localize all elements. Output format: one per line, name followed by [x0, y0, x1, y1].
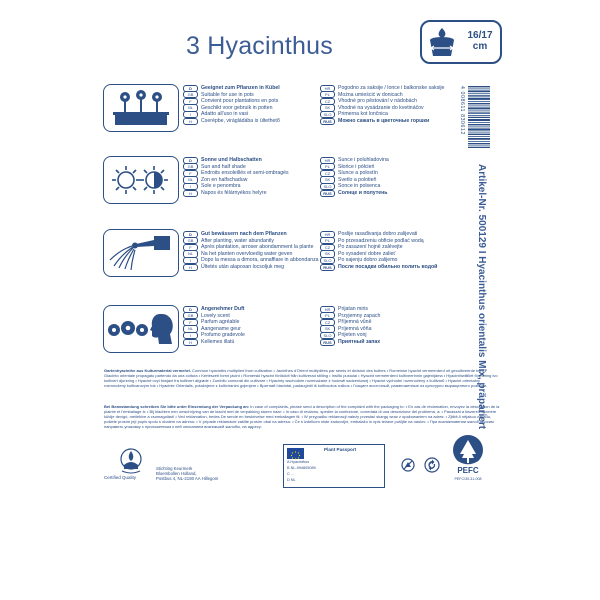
lang-code: SLO — [320, 111, 335, 118]
list-item — [320, 170, 455, 177]
list-item — [183, 238, 313, 245]
lang-code: HR — [320, 85, 335, 92]
lang-code: HR — [320, 231, 335, 238]
propagation-note-text: Common hyacinths multiplied from cultivation • Jacinthes d'Orient multipliées par semis et division des bulbes • Romeinse hyacint vermeerderd uit gecultiveerde teelt • Giacinto orientale propagato partendo da una coltura • Kertészeti forrni jácint • Romerski hyacint föröködt från kultiverad stilling • Insiltó pustulai • Hyacint vermeerderd kultiveerinnin gajenijáma • Hyacinthwilliliet förmering ivo kultivert djurkring • Hyacint·ovyi fówjáct fra kultivert afgrøde • Zumbllo comunál din cultivare • Hyacinty wschodnie rozmnażane z hodowli sadzeniowej • Hyacint východní rozmnožený z kultivarů • Hyacint orientalny rozmnožený kultivarovým tok • Hyacinte Orientalis, potaknjene z kultiviranim gojenjem • Вритнай hiacintai, padaugintii iš kultivuotos ruškos • Гиацинт восточный, размноженные из культурно выращенного розеоди. — [104, 368, 498, 389]
list-item — [183, 111, 313, 118]
list-item-text: Po zasazení hojně zalévejte — [338, 244, 403, 251]
propagation-note-lead: Gartenhyazinthe aus Kulturmaterial vermehrt. — [104, 368, 191, 373]
list-item — [183, 164, 313, 171]
list-item-text: Można umieścić w donicach — [338, 91, 403, 98]
list-item — [320, 244, 455, 251]
list-item — [183, 170, 313, 177]
lang-code: PL — [320, 163, 335, 170]
article-number-text: Artikel-Nr. 500129 I Hyacinthus orientalis Mix, präpariert — [476, 164, 487, 430]
list-item — [320, 238, 455, 245]
lang-code: GB — [183, 312, 198, 319]
list-item — [183, 98, 313, 105]
list-item-text: Adatto all'uso in vasi — [201, 111, 249, 118]
section-water-right — [320, 231, 455, 271]
section-sun-left — [183, 157, 313, 197]
lang-code: RUS — [320, 190, 335, 197]
list-item-text: Geschikt voor gebruik in potten — [201, 104, 273, 111]
list-item-text: Slunce a polostín — [338, 170, 378, 177]
list-item-text: Na het planten overvloedig water geven — [201, 250, 293, 257]
list-item — [320, 251, 455, 258]
list-item — [183, 251, 313, 258]
lang-code: NL — [183, 176, 198, 183]
section-pots-left — [183, 85, 313, 125]
list-item — [320, 85, 455, 92]
lang-code: PL — [320, 91, 335, 98]
list-item — [183, 339, 313, 346]
lang-code: RUS — [320, 264, 335, 271]
lang-code: PL — [320, 312, 335, 319]
list-item-text: Słońce i półcień — [338, 163, 375, 170]
plant-passport-b: B NL-994805089 — [287, 466, 316, 470]
list-item-text: Sonce in polsenca — [338, 183, 381, 190]
list-item-text: Po przesadzeniu obficie podlać wodą — [338, 237, 424, 244]
list-item — [320, 177, 455, 184]
list-item-text: Convient pour plantations en pots — [201, 98, 279, 105]
plant-passport-d: D NL — [287, 478, 296, 482]
list-item — [183, 231, 313, 238]
page-title: 3 Hyacinthus — [186, 32, 333, 60]
list-item-text: Солнце и полутень — [338, 189, 388, 196]
list-item-text: Svetlo a polotieň — [338, 176, 377, 183]
list-item — [320, 164, 455, 171]
list-item — [320, 183, 455, 190]
list-item-text: Prijatan miris — [338, 306, 368, 312]
pefc-logo — [448, 432, 488, 486]
list-item-text: Можно сажать в цветочные горшки — [338, 117, 430, 124]
lang-code: I — [183, 332, 198, 339]
list-item — [183, 190, 313, 197]
list-item-text: Aangename geur — [201, 325, 241, 332]
lang-code: H — [183, 118, 198, 125]
list-item — [320, 98, 455, 105]
complaint-note-lead: Bei Beanstandung schreiben Sie bitte unter Einsendung der Verpackung an: — [104, 404, 250, 409]
list-item — [183, 105, 313, 112]
section-sun-right — [320, 157, 455, 197]
list-item — [320, 326, 455, 333]
fragrance-icon — [103, 305, 179, 353]
list-item-text: Sun and half shade — [201, 163, 246, 170]
lang-code: CZ — [320, 170, 335, 177]
lang-code: I — [183, 183, 198, 190]
lang-code: RUS — [320, 118, 335, 125]
list-item-text: Gut bewässern nach dem Pflanzen — [201, 231, 287, 237]
list-item — [320, 339, 455, 346]
lang-code: SLO — [320, 332, 335, 339]
barcode — [468, 86, 490, 148]
lang-code: F — [183, 244, 198, 251]
lang-code: RUS — [320, 339, 335, 346]
list-item-text: Napos és félárnyékos helyre — [201, 189, 267, 196]
pefc-label: PEFC — [457, 466, 479, 475]
list-item — [183, 177, 313, 184]
certified-quality-logo — [118, 447, 144, 475]
list-item — [320, 319, 455, 326]
lang-code: F — [183, 319, 198, 326]
lang-code: D — [183, 231, 198, 238]
lang-code: CZ — [320, 244, 335, 251]
section-scent-left — [183, 306, 313, 346]
list-item — [183, 85, 313, 92]
lang-code: HR — [320, 157, 335, 164]
lang-code: CZ — [320, 98, 335, 105]
list-item — [320, 111, 455, 118]
lang-code: I — [183, 257, 198, 264]
lang-code: PL — [320, 237, 335, 244]
stichting-line3: Postbus 4, NL-2180 AA Hillegom — [156, 476, 219, 482]
section-pots-right — [320, 85, 455, 125]
list-item — [320, 157, 455, 164]
lang-code: SLO — [320, 257, 335, 264]
certified-quality-label: Certified Quality — [104, 475, 137, 480]
list-item — [183, 157, 313, 164]
list-item-text: Geeignet zum Pflanzen in Kübel — [201, 85, 280, 91]
lang-code: H — [183, 190, 198, 197]
list-item-text: Cserépbe, virágládába is ültethető — [201, 117, 280, 124]
list-item-text: Prijeten vonj — [338, 332, 367, 339]
lang-code: NL — [183, 104, 198, 111]
list-item-text: Poslije rasađivanja dobro zalijevati — [338, 231, 418, 237]
list-item-text: Parfum agréable — [201, 319, 240, 326]
lang-code: D — [183, 306, 198, 313]
lang-code: D — [183, 157, 198, 164]
list-item-text: Pogodno za saksije / lonce i balkonske saksije — [338, 85, 445, 91]
lang-code: HR — [320, 306, 335, 313]
list-item-text: Sole e penombra — [201, 183, 241, 190]
pot-size-line2: cm — [472, 41, 488, 52]
list-item — [320, 92, 455, 99]
lang-code: H — [183, 339, 198, 346]
list-item — [320, 257, 455, 264]
section-water-left — [183, 231, 319, 271]
list-item — [320, 231, 455, 238]
list-item — [320, 118, 455, 125]
plant-passport-a: A Hyacinthus — [287, 460, 310, 464]
stichting-line2: Bloembollen Holland, — [156, 471, 197, 477]
list-item-text: Po sajenju dobro zalijemo — [338, 257, 398, 264]
list-item-text: Po vysadení dobre zalieť — [338, 250, 396, 257]
list-item — [183, 326, 313, 333]
list-item-text: Endroits ensoleillés et semi-ombragés — [201, 170, 289, 177]
eu-flag-icon — [287, 448, 304, 459]
plant-passport-title: Plant Passport — [324, 447, 357, 452]
lang-code: F — [183, 170, 198, 177]
lang-code: F — [183, 98, 198, 105]
pot-size-icon — [424, 24, 460, 60]
lang-code: SK — [320, 325, 335, 332]
list-item-text: Suitable for use in pots — [201, 91, 254, 98]
lang-code: GB — [183, 163, 198, 170]
list-item — [320, 105, 455, 112]
list-item — [320, 190, 455, 197]
lang-code: NL — [183, 250, 198, 257]
flower-box-icon — [103, 84, 179, 132]
no-litter-icon — [401, 458, 415, 472]
plant-passport-c: C ... — [287, 472, 294, 476]
lang-code: I — [183, 111, 198, 118]
list-item — [183, 264, 313, 271]
list-item-text: Dopo la messa a dimora, annaffiare in abbondanza — [201, 257, 319, 264]
list-item-text: Angenehmer Duft — [201, 306, 245, 312]
lang-code: D — [183, 85, 198, 92]
pot-size-line1: 16/17 — [467, 30, 493, 41]
list-item-text: Príjemná vôňa — [338, 325, 372, 332]
list-item — [183, 92, 313, 99]
lang-code: SK — [320, 176, 335, 183]
list-item-text: Profumo gradevole — [201, 332, 245, 339]
lang-code: SK — [320, 250, 335, 257]
list-item — [183, 313, 313, 320]
list-item-text: После посадки обильно полить водой — [338, 263, 438, 270]
list-item — [183, 257, 319, 264]
pot-size-badge — [420, 20, 502, 64]
list-item — [183, 306, 313, 313]
list-item-text: Vhodné na vysádzanie do kvetináčov — [338, 104, 424, 111]
sun-half-shade-icon — [103, 156, 179, 204]
list-item-text: Ültetés után alaposan locsoljuk meg — [201, 263, 285, 270]
list-item-text: Lovely scent — [201, 312, 230, 319]
list-item-text: Przyjemny zapach — [338, 312, 381, 319]
complaint-note-text: In case of complaints, please send a description of the complaint with the packaging to: • En cas de réclamation, envoyez la description de la plainte et l'emballage à: • Bij klachten een omschrijving van de klacht met de verpakking sturen naar: • In caso di reclamo, spedire la confezione, corredata di una descrizione del problema, a: • Panaszát a kiszerelés címére küldje devigó, melléklve a csomagolást! • Ved reklamation, bedes De sende en beskrivelse med emballagen til: • W przypadku reklamacji należy przesłać skargę wraz z opakowaniem na adres: • Zjiště-li nějakou závadu, pošlete prosím její popis spolu s obalem na adresu: • V prípade reklamácie zašlite prosím obal na adresu: • Če s izdelkom niste zadovoljni, embalažo in opis težave pošljite na naslov: • При возникновении жалоб просим направить упаковку с приложенным к ней описанием возникшей жалобы, на адресу: — [104, 404, 500, 430]
list-item-text: Zon en halfschaduw — [201, 176, 248, 183]
section-scent-right — [320, 306, 455, 346]
barcode-number: 4 008611 830612 — [459, 86, 465, 136]
list-item — [183, 319, 313, 326]
complaint-note — [104, 404, 500, 429]
lang-code: GB — [183, 91, 198, 98]
propagation-note — [104, 368, 500, 388]
lang-code: NL — [183, 325, 198, 332]
pefc-sub: PEFC/30-31-008 — [454, 477, 482, 481]
list-item-text: Primerna kot lončnica — [338, 111, 388, 118]
list-item — [183, 244, 313, 251]
list-item — [183, 183, 313, 190]
list-item-text: Après plantation, arroser abondamment la plante — [201, 244, 314, 251]
lang-code: SLO — [320, 183, 335, 190]
pot-size-text — [462, 30, 498, 52]
list-item — [320, 306, 455, 313]
list-item-text: Приятный запах — [338, 338, 381, 345]
stichting-line1: Stichting Keurmerk — [156, 466, 193, 471]
list-item — [183, 118, 313, 125]
list-item-text: Kellemes illatú — [201, 338, 235, 345]
list-item-text: After planting, water abundantly — [201, 237, 274, 244]
recycle-icon — [424, 457, 440, 473]
list-item-text: Vhodné pro pěstování v nádobách — [338, 98, 418, 105]
stichting-address — [156, 466, 218, 482]
watering-can-icon — [103, 229, 179, 277]
list-item-text: Příjemná vůně — [338, 319, 372, 326]
list-item — [320, 264, 455, 271]
list-item — [183, 332, 313, 339]
lang-code: H — [183, 264, 198, 271]
list-item-text: Sunce i poluhladovina — [338, 157, 389, 163]
lang-code: GB — [183, 237, 198, 244]
list-item-text: Sonne und Halbschatten — [201, 157, 262, 163]
list-item — [320, 332, 455, 339]
lang-code: SK — [320, 104, 335, 111]
plant-passport — [283, 444, 385, 488]
lang-code: CZ — [320, 319, 335, 326]
